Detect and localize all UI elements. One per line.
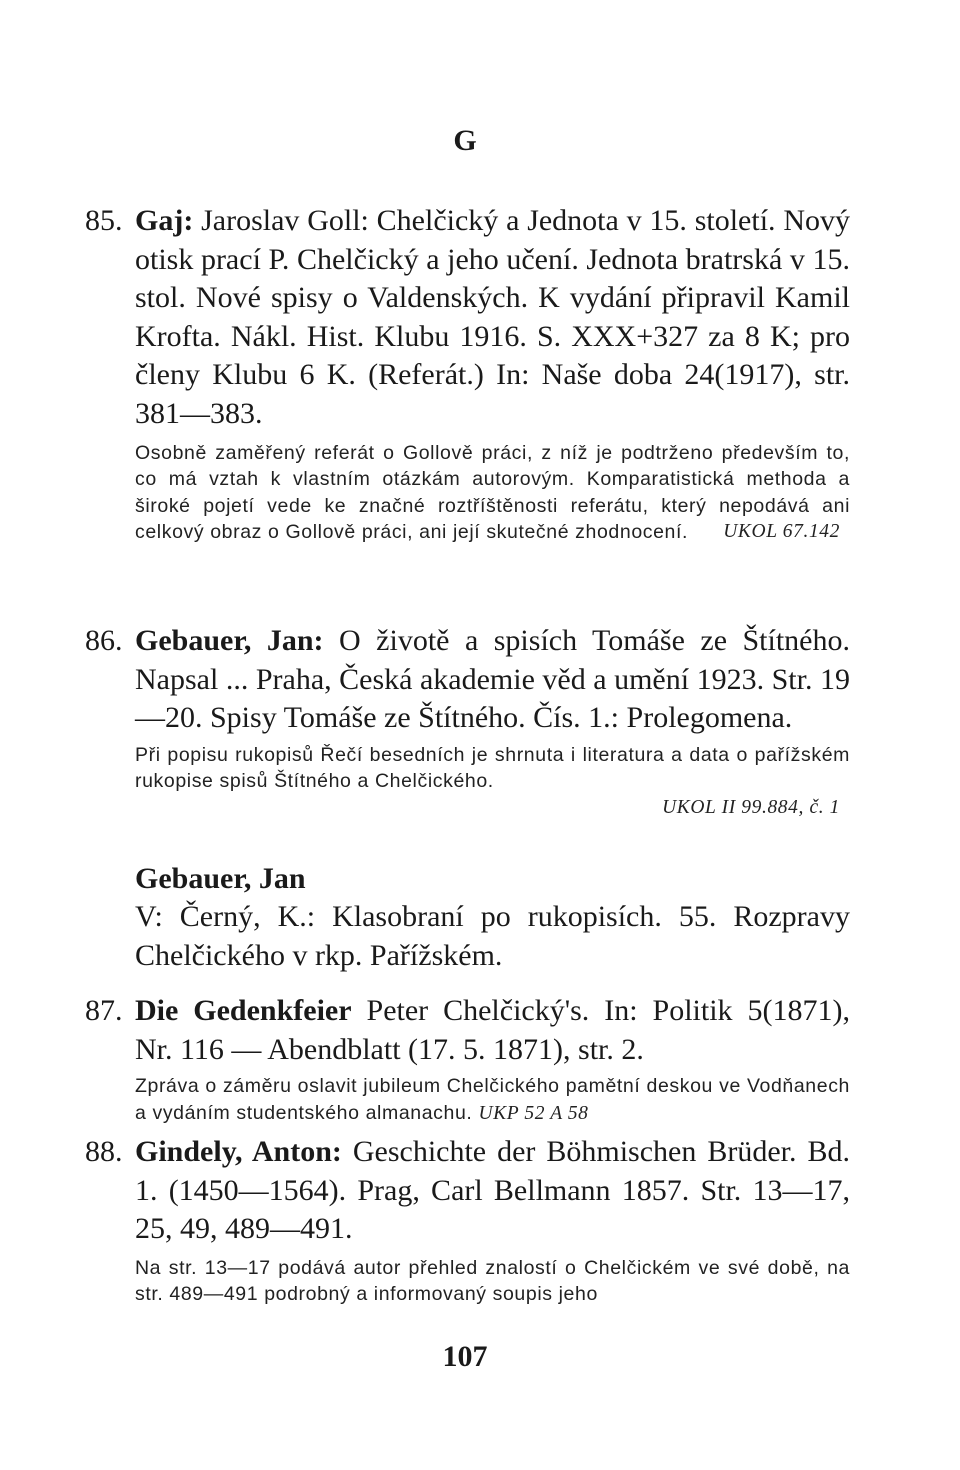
catalog-reference: UKOL II 99.884, č. 1: [662, 796, 840, 818]
cross-reference-entry: [85, 860, 850, 975]
entry-annotation: [85, 1255, 850, 1308]
entry-heading: Gebauer, Jan: [135, 862, 306, 895]
entry-author: Gebauer, Jan:: [135, 624, 324, 657]
entry-annotation: [85, 742, 850, 822]
entry-text: Peter Chelčický's. In: Politik 5(1871), Nr. 116 — Abendblatt (17. 5. 1871), str. 2.: [135, 994, 850, 1066]
entry-text: Jaroslav Goll: Chelčický a Jednota v 15. století. Nový otisk prací P. Chelčický a jeho učení. Jednota bratrská v 15. stol. Nové spisy o Valdenských. K vydání připravil Kamil Krofta. Nákl. Hist. Klubu 1916. S. XXX+327 za 8 K; pro členy Klubu 6 K. (Referát.) In: Naše doba 24(1917), str. 381—383.: [135, 204, 850, 430]
entry-annotation: [85, 1073, 850, 1127]
entry-citation: [85, 622, 850, 738]
entry-annotation: [85, 440, 850, 546]
entry-text: O životě a spisích Tomáše ze Štítného. Napsal ... Praha, Česká akademie věd a umění 1923. Str. 19—20. Spisy Tomáše ze Štítného. Čís. 1.: Prolegomena.: [135, 624, 850, 735]
entry-author: Gindely, Anton:: [135, 1135, 342, 1168]
entry-citation: [85, 992, 850, 1069]
entry-author: Gaj:: [135, 204, 194, 237]
section-letter: G: [453, 124, 477, 157]
annotation-text: Zpráva o záměru oslavit jubileum Chelčického pamětní deskou ve Vodňanech a vydáním studentského almanachu.: [135, 1075, 850, 1124]
bibliography-entry-88: [85, 1133, 850, 1308]
catalog-reference: UKP 52 A 58: [478, 1102, 589, 1124]
bibliography-entry-86: [85, 622, 850, 821]
entry-author: Die Gedenkfeier: [135, 994, 352, 1027]
entry-number: 87.: [85, 994, 123, 1027]
entry-number: 86.: [85, 624, 123, 657]
annotation-text: Osobně zaměřený referát o Gollově práci, z níž je podtrženo především to, co má vztah k vlastním otázkám autorovým. Komparatistická methoda a široké pojetí vede ke značné roztříštěnosti referátu, který nepodává ani celkový obraz o Gollově práci, ani její skutečné zhodnocení.: [135, 441, 850, 544]
bibliography-entry-87: [85, 992, 850, 1127]
entry-number: 85.: [85, 204, 123, 237]
bibliography-entry-85: [85, 202, 850, 546]
page-number: 107: [442, 1340, 488, 1373]
annotation-text: Při popisu rukopisů Řečí besedních je shrnuta i literatura a data o pařížském rukopise spisů Štítného a Chelčického.: [135, 743, 850, 793]
entry-citation: [85, 1133, 850, 1249]
annotation-text: Na str. 13—17 podává autor přehled znalostí o Chelčickém ve své době, na str. 489—491 podrobný a informovaný soupis jeho: [135, 1256, 850, 1306]
entry-citation: [85, 202, 850, 434]
entry-text: Geschichte der Böhmischen Brüder. Bd. 1. (1450—1564). Prag, Carl Bellmann 1857. Str. 13—17, 25, 49, 489—491.: [135, 1135, 850, 1246]
entry-number: 88.: [85, 1135, 123, 1168]
entry-citation: V: Černý, K.: Klasobraní po rukopisích. 55. Rozpravy Chelčického v rkp. Pařížském.: [135, 900, 850, 972]
catalog-reference: UKOL 67.142: [723, 521, 840, 543]
